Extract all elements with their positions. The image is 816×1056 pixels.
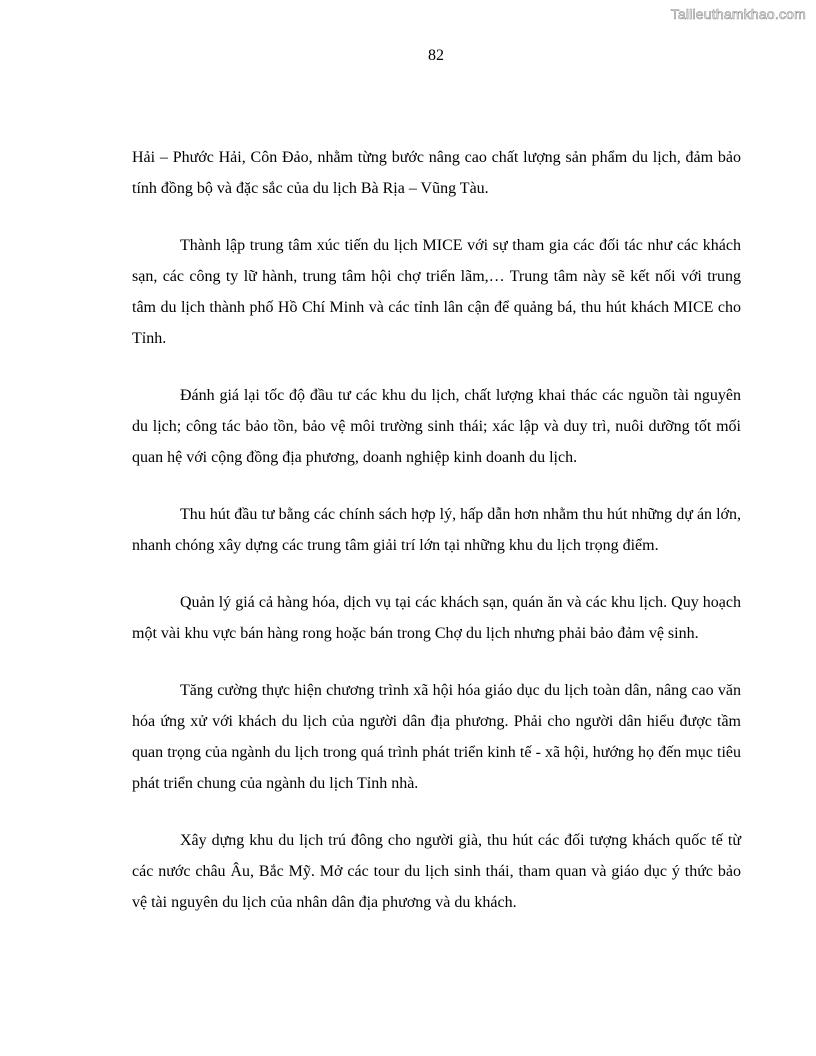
paragraph-5: Quản lý giá cả hàng hóa, dịch vụ tại các khách sạn, quán ăn và các khu lịch. Quy hoạch một vài khu vực bán hàng rong hoặc bán trong Chợ du lịch nhưng phải bảo đảm vệ sinh. xyxy=(132,594,741,642)
document-body xyxy=(132,142,741,944)
paragraph-6: Tăng cường thực hiện chương trình xã hội hóa giáo dục du lịch toàn dân, nâng cao văn hóa ứng xử với khách du lịch của người dân địa phương. Phải cho người dân hiểu được tầm quan trọng của ngành du lịch trong quá trình phát triển kinh tế - xã hội, hướng họ đến mục tiêu phát triển chung của ngành du lịch Tỉnh nhà. xyxy=(132,682,741,792)
paragraph-7: Xây dựng khu du lịch trú đông cho người già, thu hút các đối tượng khách quốc tế từ các nước châu Âu, Bắc Mỹ. Mở các tour du lịch sinh thái, tham quan và giáo dục ý thức bảo vệ tài nguyên du lịch của nhân dân địa phương và du khách. xyxy=(132,832,741,911)
watermark-text: Tailieuthamkhao.com xyxy=(670,6,806,22)
paragraph-1: Hải – Phước Hải, Côn Đảo, nhằm từng bước nâng cao chất lượng sản phẩm du lịch, đảm bảo tính đồng bộ và đặc sắc của du lịch Bà Rịa – Vũng Tàu. xyxy=(132,149,741,197)
paragraph-3: Đánh giá lại tốc độ đầu tư các khu du lịch, chất lượng khai thác các nguồn tài nguyên du lịch; công tác bảo tồn, bảo vệ môi trường sinh thái; xác lập và duy trì, nuôi dưỡng tốt mối quan hệ với cộng đồng địa phương, doanh nghiệp kinh doanh du lịch. xyxy=(132,387,741,466)
page-number: 82 xyxy=(428,47,444,64)
paragraph-2: Thành lập trung tâm xúc tiến du lịch MICE với sự tham gia các đối tác như các khách sạn, các công ty lữ hành, trung tâm hội chợ triển lãm,… Trung tâm này sẽ kết nối với trung tâm du lịch thành phố Hồ Chí Minh và các tỉnh lân cận để quảng bá, thu hút khách MICE cho Tỉnh. xyxy=(132,237,741,347)
paragraph-4: Thu hút đầu tư bằng các chính sách hợp lý, hấp dẫn hơn nhằm thu hút những dự án lớn, nhanh chóng xây dựng các trung tâm giải trí lớn tại những khu du lịch trọng điểm. xyxy=(132,506,741,554)
